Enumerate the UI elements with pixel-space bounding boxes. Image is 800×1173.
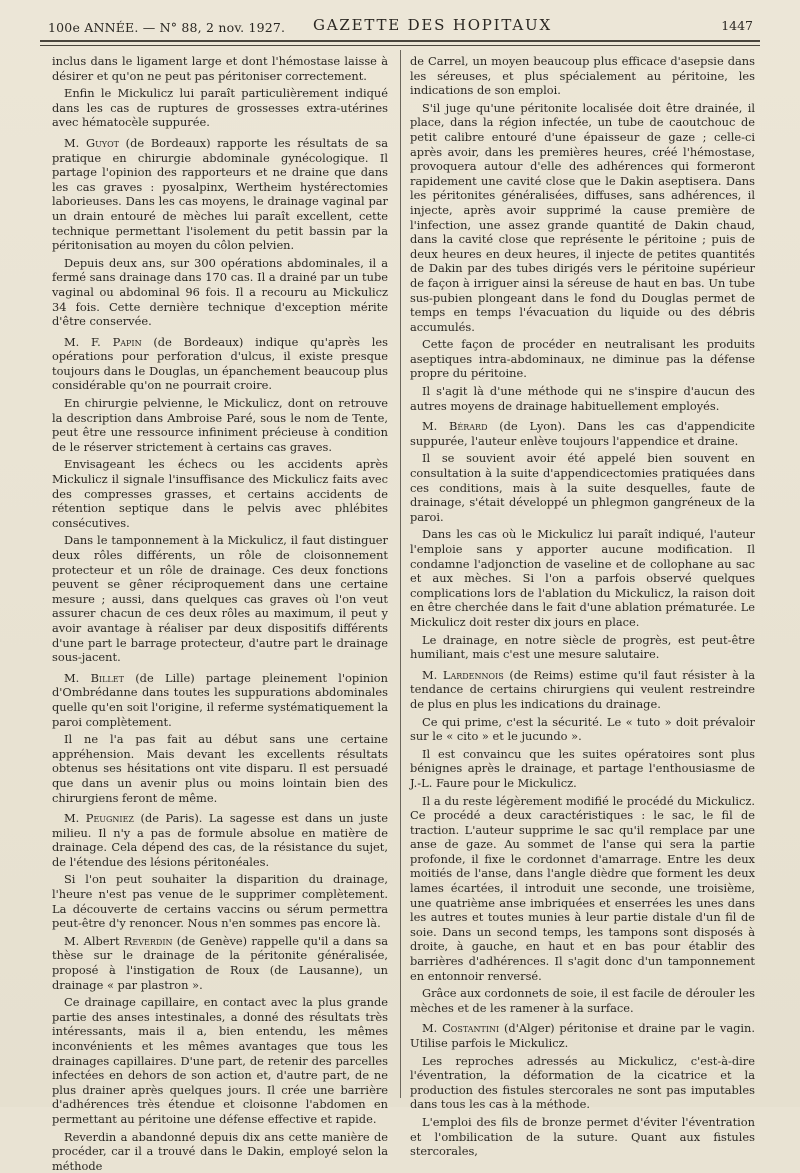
paragraph-text: Dans le tamponnement à la Mickulicz, il faut distinguer deux rôles différents, un rôle de cloisonnement protecteur et un rôle de drainage. Ces deux fonctions peuvent se gêner réciproquement dans une certaine mesure ; aussi, dans quelques cas graves où l'on veut assurer chacun de ces deux rôles au maximum, il peut y avoir avantage à réaliser par deux dispositifs différents d'une part le barrage protecteur, d'autre part le drainage sous-jacent. <box>52 533 388 665</box>
paragraph-text: L'emploi des fils de bronze permet d'éviter l'éventration et l'ombilication de la suture. Quant aux fistules stercorales, <box>410 1114 755 1159</box>
speaker-name: Bérard <box>449 419 488 434</box>
header-rule-thin <box>40 45 760 46</box>
paragraph <box>410 1021 755 1050</box>
paragraph <box>52 811 388 869</box>
paragraph-text: Enfin le Mickulicz lui paraît particulièrement indiqué dans les cas de ruptures de grossesses extra-utérines avec hématocèle suppurée. <box>52 86 388 130</box>
speaker-prefix: M. <box>422 667 443 682</box>
paragraph <box>52 934 388 992</box>
paragraph <box>410 747 755 791</box>
speaker-name: Costantini <box>442 1021 500 1036</box>
issue-info: 100e ANNÉE. — N° 88, 2 nov. 1927. <box>48 20 286 35</box>
speaker-prefix: M. <box>64 670 91 685</box>
speaker-name: Peugniez <box>85 811 134 826</box>
paragraph-text: Envisageant les échecs ou les accidents après Mickulicz il signale l'insuffisance des Mickulicz faits avec des compresses grasses, et certains accidents de rétention septique dans le pelvis avec phlébites consécutives. <box>52 457 388 530</box>
paragraph <box>52 86 388 130</box>
paragraph <box>52 872 388 930</box>
paragraph <box>52 136 388 253</box>
paragraph <box>52 457 388 530</box>
speaker-prefix: M. <box>64 811 86 826</box>
paragraph <box>52 256 388 329</box>
paragraph <box>410 419 755 448</box>
paragraph <box>52 732 388 805</box>
paragraph-text: Reverdin a abandonné depuis dix ans cette manière de procéder, car il a trouvé dans le Dakin, employé selon la méthode <box>52 1129 388 1173</box>
paragraph-text: (de Lille) partage pleinement l'opinion d'Ombrédanne dans toutes les suppurations abdominales quelle qu'en soit l'origine, il referme systématiquement la paroi complètement. <box>52 670 389 729</box>
paragraph <box>410 1054 755 1112</box>
paragraph <box>410 633 755 662</box>
paragraph <box>410 54 755 98</box>
page-number: 1447 <box>721 18 753 33</box>
speaker-prefix: M. <box>422 419 450 434</box>
paragraph-text: de Carrel, un moyen beaucoup plus efficace d'asepsie dans les séreuses, et plus spécialement au péritoine, les indications de son emploi. <box>410 54 755 98</box>
paragraph <box>410 794 755 984</box>
paragraph <box>410 986 755 1015</box>
paragraph <box>410 101 755 335</box>
paragraph-text: (de Reims) estime qu'il faut résister à la tendance de certains chirurgiens qui veulent restreindre de plus en plus les indications du drainage. <box>410 667 755 711</box>
paragraph-text: Il est convaincu que les suites opératoires sont plus bénignes après le drainage, et partage l'enthousiasme de J.-L. Faure pour le Mickulicz. <box>410 746 755 790</box>
left-column <box>52 54 389 1173</box>
speaker-prefix: M. <box>64 135 86 150</box>
paragraph-text: Il se souvient avoir été appelé bien souvent en consultation à la suite d'appendicectomies pratiquées dans ces conditions, mais à la suite desquelles, faute de drainage, s'était développé un phlegmon gangréneux de la paroi. <box>410 451 755 524</box>
speaker-name: Papin <box>112 334 142 349</box>
speaker-prefix: M. Albert <box>64 933 124 948</box>
paragraph-text: Si l'on peut souhaiter la disparition du drainage, l'heure n'est pas venue de le supprimer complètement. La découverte de certains vaccins ou sérum permettra peut-être d'y renoncer. Nous n'en sommes pas encore là. <box>52 872 388 931</box>
paragraph <box>52 533 388 664</box>
paragraph-text: S'il juge qu'une péritonite localisée doit être drainée, il place, dans la région infectée, un tube de caoutchouc de petit calibre entouré d'une épaisseur de gaze ; celle-ci après avoir, dans les premières heures, créé l'hémostase, provoquera autour d'elle des adhérences qui formeront rapidement une cavité close que le Dakin aseptisera. Dans les péritonites généralisées, diffuses, sans adhérences, il injecte, après avoir supprimé la cause première de l'infection, une assez grande quantité de Dakin chaud, dans la cavité close que représente le péritoine ; puis de deux heures en deux heures, il injecte de petites quantités de Dakin par des tubes dirigés vers le péritoine supérieur de façon à irriguer ainsi la séreuse de haut en bas. Un tube sus-pubien plongeant dans le fond du Douglas permet de temps en temps l'évacuation du liquide ou des débris accumulés. <box>410 100 755 334</box>
paragraph <box>410 451 755 524</box>
speaker-name: Guyot <box>85 135 119 150</box>
journal-title: GAZETTE DES HOPITAUX <box>313 16 552 34</box>
paragraph-text: Dans les cas où le Mickulicz lui paraît indiqué, l'auteur l'emploie sans y apporter aucune modification. Il condamne l'adjonction de vaseline et de collophane au sac et aux mèches. Si l'on a parfois observé quelques complications lors de l'ablation du Mickulicz, la raison doit en être cherchée dans le fait d'une ablation prématurée. Le Mickulicz doit rester dix jours en place. <box>410 527 755 629</box>
paragraph-text: Il a du reste légèrement modifié le procédé du Mickulicz. Ce procédé a deux caractéristiques : le sac, le fil de traction. L'auteur supprime le sac qu'il remplace par une anse de gaze. Au sommet de l'anse qui sera la partie profonde, il fixe le cordonnet d'amarrage. Entre les deux moitiés de l'anse, dans l'angle dièdre que forment les deux lames écartées, il introduit une seconde, une troisième, une quatrième anse imbriquées et enserrées les unes dans les autres et toutes munies à leur partie distale d'un fil de soie. Dans un second temps, les tampons sont disposés à droite, à gauche, en haut et en bas pour établir des barrières d'adhérences. Il s'agit donc d'un tamponnement en entonnoir renversé. <box>410 793 755 983</box>
paragraph-text: (de Genève) rappelle qu'il a dans sa thèse sur le drainage de la péritonite généralisée, proposé à l'instigation de Roux (de Lausanne), un drainage « par plastron ». <box>52 933 389 992</box>
paragraph-text: Ce drainage capillaire, en contact avec la plus grande partie des anses intestinales, a donné des résultats très intéressants, mais il a, bien entendu, les mêmes inconvénients et les mêmes avantages que tous les drainages capillaires. D'une part, de retenir des parcelles infectées en dehors de son action et, d'autre part, de ne plus drainer après quelques jours. Il crée une barrière d'adhérences très étendue et cloisonne l'abdomen en permettant au péritoine une défense effective et rapide. <box>52 995 388 1126</box>
paragraph <box>410 337 755 381</box>
paragraph <box>410 668 755 712</box>
paragraph-text: Depuis deux ans, sur 300 opérations abdominales, il a fermé sans drainage dans 170 cas. Il a drainé par un tube vaginal ou abdominal 96 fois. Il a recouru au Mickulicz 34 fois. Cette dernière technique d'exception mérite d'être conservée. <box>52 255 388 329</box>
paragraph-text: Cette façon de procéder en neutralisant les produits aseptiques intra-abdominaux, ne diminue pas la défense propre du péritoine. <box>410 337 755 381</box>
paragraph-text: (de Bordeaux) rapporte les résultats de sa pratique en chirurgie abdominale gynécologique. Il partage l'opinion des rapporteurs et ne draine que dans les cas graves : pyosalpinx, Wertheim hystérectomies laborieuses. Dans les cas moyens, le drainage vaginal par un drain entouré de mèches lui paraît excellent, cette technique permettant l'isolement du petit bassin par la péritonisation au moyen du côlon pelvien. <box>52 135 389 253</box>
paragraph <box>52 396 388 454</box>
paragraph <box>410 527 755 629</box>
paragraph-text: Ce qui prime, c'est la sécurité. Le « tuto » doit prévaloir sur le « cito » et le jucundo ». <box>410 714 755 744</box>
paragraph <box>410 715 755 744</box>
paragraph-text: (d'Alger) péritonise et draine par le vagin. Utilise parfois le Mickulicz. <box>410 1021 756 1050</box>
column-separator <box>400 50 401 1098</box>
paragraph <box>52 335 388 393</box>
speaker-prefix: M. F. <box>64 334 113 349</box>
paragraph-text: Il ne l'a pas fait au début sans une certaine appréhension. Mais devant les excellents résultats obtenus ses hésitations ont vite disparu. Il est persuadé que dans un avenir plus ou moins lointain bien des chirurgiens feront de même. <box>52 732 388 805</box>
paragraph-text: (de Bordeaux) indique qu'après les opérations pour perforation d'ulcus, il existe presque toujours dans le Douglas, un épanchement beaucoup plus considérable qu'on ne pourrait croire. <box>52 334 388 393</box>
speaker-name: Reverdin <box>123 933 173 948</box>
header-rule-thick <box>40 40 760 42</box>
speaker-name: Lardennois <box>442 667 504 682</box>
paragraph-text: (de Lyon). Dans les cas d'appendicite suppurée, l'auteur enlève toujours l'appendice et draine. <box>410 419 755 448</box>
speaker-prefix: M. <box>422 1021 443 1036</box>
paragraph-text: Les reproches adressés au Mickulicz, c'est-à-dire l'éventration, la déformation de la cicatrice et la production des fistules stercorales ne sont pas imputables dans tous les cas à la méthode. <box>410 1053 755 1112</box>
paragraph-text: (de Paris). La sagesse est dans un juste milieu. Il n'y a pas de formule absolue en matière de drainage. Cela dépend des cas, de la résistance du sujet, de l'étendue des lésions péritonéales. <box>52 811 388 869</box>
paragraph <box>410 384 755 413</box>
paragraph <box>52 671 388 729</box>
paragraph-text: Il s'agit là d'une méthode qui ne s'inspire d'aucun des autres moyens de drainage habituellement employés. <box>410 384 755 413</box>
right-column <box>410 54 756 1159</box>
paragraph <box>52 54 388 83</box>
paragraph <box>52 1130 388 1173</box>
paragraph-text: Grâce aux cordonnets de soie, il est facile de dérouler les mèches et de les ramener à la surface. <box>410 986 755 1015</box>
paragraph-text: Le drainage, en notre siècle de progrès, est peut-être humiliant, mais c'est une mesure salutaire. <box>410 632 755 662</box>
paragraph-text: En chirurgie pelvienne, le Mickulicz, dont on retrouve la description dans Ambroise Paré, sous le nom de Tente, peut être une ressource infiniment précieuse à condition de le réserver strictement à certains cas graves. <box>52 396 388 454</box>
paragraph-text: inclus dans le ligament large et dont l'hémostase laisse à désirer et qu'on ne peut pas péritoniser correctement. <box>52 54 388 83</box>
speaker-name: Billet <box>90 670 124 685</box>
paragraph <box>52 995 388 1126</box>
page-header <box>48 12 753 38</box>
paragraph <box>410 1115 755 1159</box>
